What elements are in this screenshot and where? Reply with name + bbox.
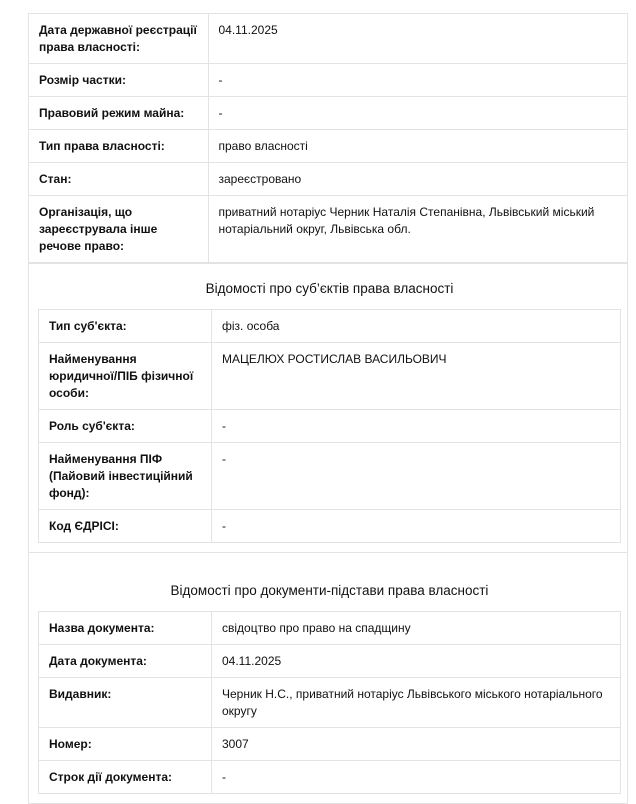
field-value: - [212, 510, 621, 543]
table-row [39, 310, 621, 343]
field-label: Строк дії документа: [39, 761, 212, 794]
ownership-record-panel [28, 13, 628, 804]
field-label: Тип права власності: [29, 130, 208, 163]
table-row [39, 761, 621, 794]
table-row [39, 612, 621, 645]
section-title: Відомості про суб’єктів права власності [205, 281, 454, 296]
field-value: - [212, 410, 621, 443]
section-title: Відомості про документи-підстави права власності [170, 583, 489, 598]
field-label: Дата державної реєстрації права власності: [29, 14, 208, 64]
subjects-section [29, 263, 627, 552]
field-label: Код ЄДРІСІ: [39, 510, 212, 543]
table-row [29, 196, 627, 263]
table-row [39, 678, 621, 728]
field-value: МАЦЕЛЮХ РОСТИСЛАВ ВАСИЛЬОВИЧ [212, 343, 621, 410]
field-value: - [208, 97, 627, 130]
field-label: Стан: [29, 163, 208, 196]
field-value: 04.11.2025 [212, 645, 621, 678]
table-row [39, 343, 621, 410]
field-value: - [212, 761, 621, 794]
field-label: Організація, що зареєструвала інше речове право: [29, 196, 208, 263]
table-row [29, 163, 627, 196]
table-row [29, 64, 627, 97]
subjects-table [38, 309, 621, 543]
field-label: Тип суб'єкта: [39, 310, 212, 343]
table-row [39, 645, 621, 678]
field-value: зареєстровано [208, 163, 627, 196]
table-row [39, 510, 621, 543]
table-row [39, 410, 621, 443]
field-value: 3007 [212, 728, 621, 761]
table-row [29, 130, 627, 163]
field-label: Дата документа: [39, 645, 212, 678]
field-label: Правовий режим майна: [29, 97, 208, 130]
field-label: Видавник: [39, 678, 212, 728]
field-value: свідоцтво про право на спадщину [212, 612, 621, 645]
field-value: - [208, 64, 627, 97]
documents-section [29, 552, 627, 803]
field-value: право власності [208, 130, 627, 163]
field-label: Роль суб'єкта: [39, 410, 212, 443]
field-label: Назва документа: [39, 612, 212, 645]
field-label: Найменування ПІФ (Пайовий інвестиційний фонд): [39, 443, 212, 510]
table-row [39, 443, 621, 510]
field-label: Найменування юридичної/ПІБ фізичної особи: [39, 343, 212, 410]
field-value: - [212, 443, 621, 510]
table-row [29, 14, 627, 64]
table-row [39, 728, 621, 761]
property-rights-table [29, 14, 627, 263]
field-value: приватний нотаріус Черник Наталія Степанівна, Львівський міський нотаріальний округ, Львівська обл. [208, 196, 627, 263]
field-value: Черник Н.С., приватний нотаріус Львівського міського нотаріального округу [212, 678, 621, 728]
field-label: Номер: [39, 728, 212, 761]
table-row [29, 97, 627, 130]
documents-table [38, 611, 621, 794]
field-value: 04.11.2025 [208, 14, 627, 64]
field-label: Розмір частки: [29, 64, 208, 97]
field-value: фіз. особа [212, 310, 621, 343]
